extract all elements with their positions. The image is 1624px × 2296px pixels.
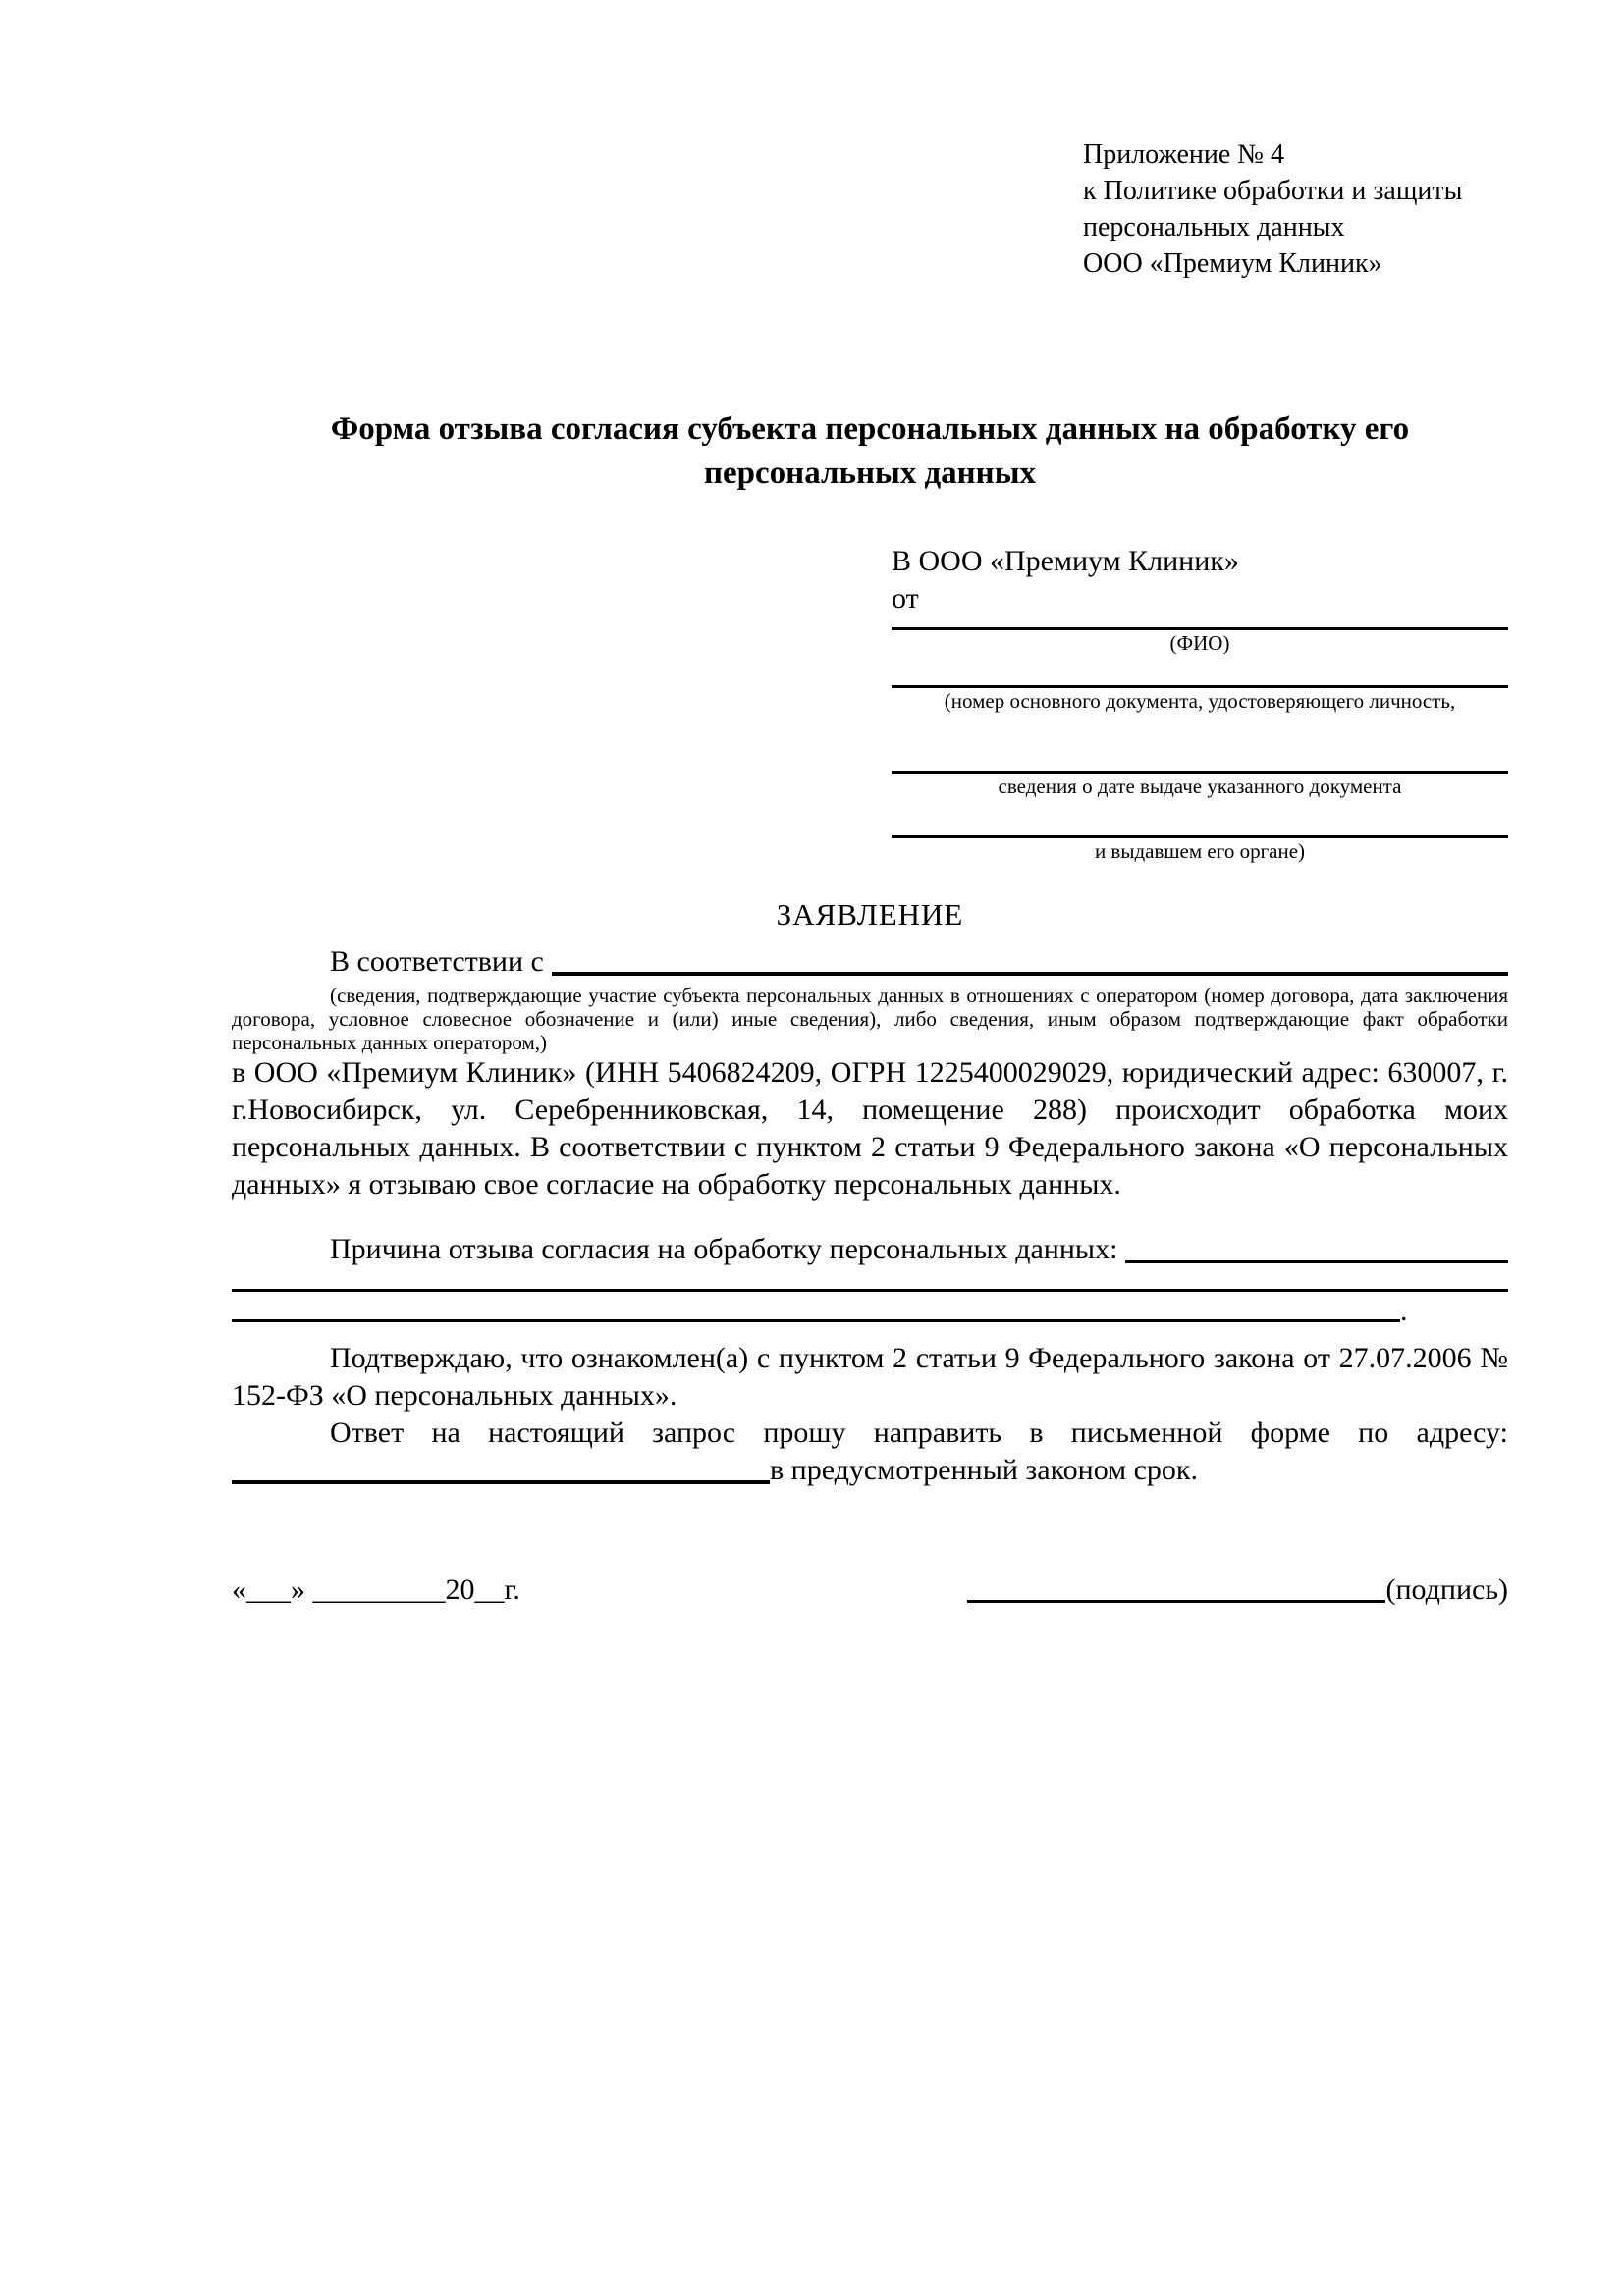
appendix-block [1083,136,1508,282]
document-content [232,0,1508,1609]
reason-blank-line-3-row [232,1297,1508,1326]
fio-caption: (ФИО) [1169,631,1230,655]
intro-note: (сведения, подтверждающие участие субъекта персональных данных в отношениях с оператором (номер договора, дата заключения договора, условное словесное обозначение и (или) иные сведения), либо сведения, иным образом подтверждающие факт обработки персональных данных оператором,) [232,984,1508,1054]
appendix-line-3: персональных данных [1083,212,1345,242]
appendix-line-2: к Политике обработки и защиты [1083,176,1463,206]
recipient-block [892,543,1508,864]
issue-date-caption: сведения о дате выдаче указанного документа [998,774,1402,798]
reply-suffix: в предусмотренный законом срок. [770,1454,1198,1486]
reason-blank-line-3 [232,1319,1400,1322]
reply-address-blank-line [232,1480,770,1484]
signature-blank-line [967,1600,1385,1603]
appendix-line-1: Приложение № 4 [1083,139,1284,170]
appendix-line-4: ООО «Премиум Клиник» [1083,248,1382,279]
intro-prefix: В соответствии с [330,945,544,978]
confirmation-paragraph: Подтверждаю, что ознакомлен(а) с пунктом 2 статьи 9 Федерального закона от 27.07.2006 № 152-ФЗ «О персональных данных». [232,1342,1508,1412]
reply-address-row [232,1452,1508,1489]
intro-row [232,942,1508,982]
document-title: Форма отзыва согласия субъекта персональных данных на обработку его персональных данных [330,411,1410,491]
reason-period: . [1400,1295,1408,1327]
reason-row [232,1230,1508,1269]
signature-caption: (подпись) [1385,1574,1508,1606]
statement-body: в ООО «Премиум Клиник» (ИНН 5406824209, ОГРН 1225400029029, юридический адрес: 630007, г. г.Новосибирск, ул. Серебренниковская, 14, помещение 288) происходит обработка моих персональных данных. В соответствии с пунктом 2 статьи 9 Федерального закона «О персональных данных» я отзываю свое согласие на обработку персональных данных. [232,1056,1508,1201]
reason-blank-line-1 [1125,1260,1508,1263]
date-blank: «___» _________20__г. [232,1574,520,1606]
reason-blank-line-2 [232,1289,1508,1292]
intro-blank-line [552,972,1508,976]
reason-label: Причина отзыва согласия на обработку персональных данных: [330,1233,1118,1265]
signature-group [967,1572,1508,1609]
statement-heading: ЗАЯВЛЕНИЕ [776,897,964,932]
doc-number-caption: (номер основного документа, удостоверяющего личность, [944,689,1456,713]
issuer-caption: и выдавшем его органе) [1094,839,1306,863]
footer-row [232,1572,1508,1609]
reply-request-line: Ответ на настоящий запрос прошу направить в письменной форме по адресу: [330,1416,1508,1449]
recipient-from-label: от [892,582,919,614]
recipient-to: В ООО «Премиум Клиник» [892,545,1239,577]
